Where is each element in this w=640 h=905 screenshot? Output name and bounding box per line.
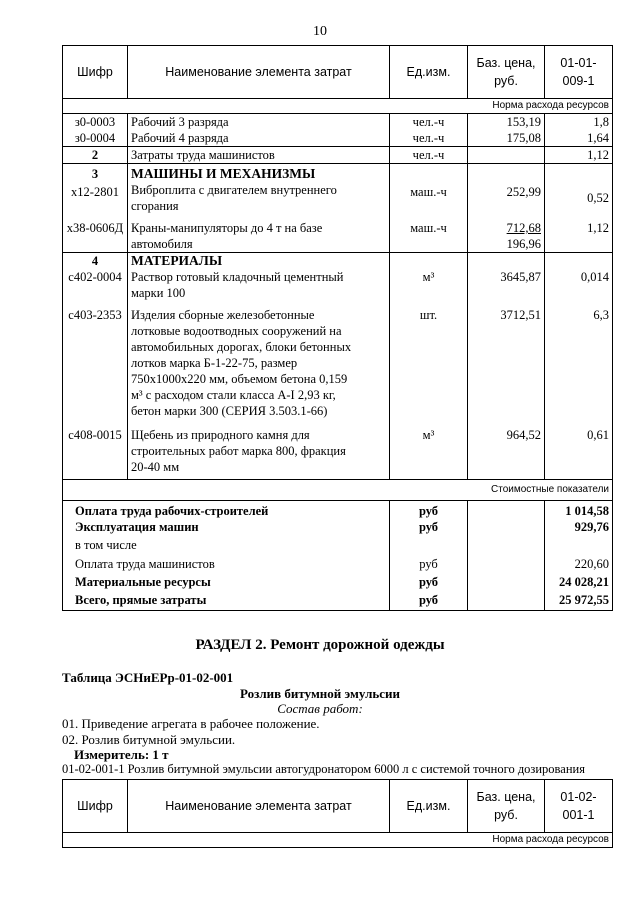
row-name: Затраты труда машинистов (128, 147, 390, 164)
row-code: х12-2801 (63, 182, 128, 214)
name-line: автомобильных дорогах, блоки бетонных (131, 340, 352, 354)
total-row (63, 501, 613, 520)
item-description: 01-02-001-1 Розлив битумной эмульсии автогудронатором 6000 л с системой точного дозирования (62, 762, 585, 776)
name-line: Краны-манипуляторы до 4 т на базе (131, 221, 323, 235)
price-underlined: 712,68 (506, 221, 541, 235)
row-code: с403-2353 (63, 301, 128, 419)
name-line: 750х1000х220 мм, объемом бетона 0,159 (131, 372, 348, 386)
header-code: Шифр (63, 780, 128, 833)
total-unit: руб (390, 553, 468, 572)
row-name (128, 182, 390, 214)
row-unit: м³ (390, 269, 468, 301)
row-value: 1,12 (545, 214, 613, 253)
row-unit: маш.-ч (390, 214, 468, 253)
total-label: Всего, прямые затраты (63, 590, 390, 611)
name-line: марки 100 (131, 286, 186, 300)
row-unit: чел.-ч (390, 147, 468, 164)
total-label: в том числе (63, 535, 390, 553)
header-price-line2: руб. (494, 74, 518, 88)
total-value: 1 014,58 (545, 501, 613, 520)
section-row (63, 164, 613, 183)
total-unit: руб (390, 572, 468, 590)
name-line: лотков марка Б-1-22-75, размер (131, 356, 298, 370)
section-heading: РАЗДЕЛ 2. Ремонт дорожной одежды (195, 637, 445, 653)
row-price (468, 147, 545, 164)
name-line: сгорания (131, 199, 179, 213)
section-code: 2 (63, 147, 128, 164)
total-unit: руб (390, 501, 468, 520)
name-line: 20-40 мм (131, 460, 180, 474)
subheader-norm: Норма расхода ресурсов (63, 833, 613, 848)
row-price: 252,99 (468, 182, 545, 214)
table-label: Таблица ЭСНиЕРр-01-02-001 (62, 670, 234, 685)
row-price: 3712,51 (468, 301, 545, 419)
row-price: 3645,87 (468, 269, 545, 301)
work-step: 02. Розлив битумной эмульсии. (62, 732, 236, 747)
row-unit: чел.-ч (390, 114, 468, 131)
row-price: 153,19 (468, 114, 545, 131)
row-unit: м³ (390, 419, 468, 480)
work-step: 01. Приведение агрегата в рабочее положение. (62, 716, 320, 731)
row-value: 6,3 (545, 301, 613, 419)
header-price-line1: Баз. цена, (476, 790, 536, 804)
row-name (128, 301, 390, 419)
table-row (63, 147, 613, 164)
table-row (63, 182, 613, 214)
row-value: 0,61 (545, 419, 613, 480)
resource-table-2 (62, 779, 613, 848)
header-ref: 01-02-001-1 (545, 780, 613, 833)
section-title: МАШИНЫ И МЕХАНИЗМЫ (128, 164, 390, 183)
page-number: 10 (313, 24, 327, 39)
resource-table (62, 45, 613, 611)
total-unit: руб (390, 590, 468, 611)
header-name: Наименование элемента затрат (128, 780, 390, 833)
subheader-row (63, 833, 613, 848)
cost-header-row (63, 480, 613, 501)
cost-header: Стоимостные показатели (63, 480, 613, 501)
row-value: 1,8 (545, 114, 613, 131)
total-row (63, 553, 613, 572)
header-code: Шифр (63, 46, 128, 99)
row-code: х38-0606Д (63, 214, 128, 253)
row-price: 175,08 (468, 130, 545, 147)
row-value: 1,12 (545, 147, 613, 164)
total-row (63, 535, 613, 553)
row-name (128, 214, 390, 253)
row-code: с402-0004 (63, 269, 128, 301)
table-header-row (63, 780, 613, 833)
row-price: 964,52 (468, 419, 545, 480)
name-line: лотковые водоотводных сооружений на (131, 324, 342, 338)
header-name: Наименование элемента затрат (128, 46, 390, 99)
row-value: 0,52 (545, 182, 613, 214)
price-secondary: 196,96 (506, 237, 541, 251)
row-code: з0-0004 (63, 130, 128, 147)
header-price-line1: Баз. цена, (476, 56, 536, 70)
total-value: 220,60 (545, 553, 613, 572)
header-price (468, 780, 545, 833)
header-ref: 01-01-009-1 (545, 46, 613, 99)
section-code: 3 (63, 164, 128, 183)
total-row (63, 572, 613, 590)
name-line: Изделия сборные железобетонные (131, 308, 315, 322)
row-code: с408-0015 (63, 419, 128, 480)
section-title: МАТЕРИАЛЫ (128, 253, 390, 270)
table-row (63, 269, 613, 301)
row-price (468, 214, 545, 253)
measure-unit: Измеритель: 1 т (74, 747, 169, 762)
header-unit: Ед.изм. (390, 780, 468, 833)
row-unit: шт. (390, 301, 468, 419)
subheader-norm: Норма расхода ресурсов (63, 99, 613, 114)
subheader-row (63, 99, 613, 114)
table-row (63, 130, 613, 147)
name-line: автомобиля (131, 237, 193, 251)
section-code: 4 (63, 253, 128, 270)
table-row (63, 301, 613, 419)
total-unit: руб (390, 519, 468, 535)
table-row (63, 214, 613, 253)
header-price (468, 46, 545, 99)
header-price-line2: руб. (494, 808, 518, 822)
row-unit: маш.-ч (390, 182, 468, 214)
name-line: м³ с расходом стали класса А-I 2,93 кг, (131, 388, 336, 402)
row-name: Рабочий 4 разряда (128, 130, 390, 147)
table-row (63, 419, 613, 480)
total-value: 24 028,21 (545, 572, 613, 590)
table-header-row (63, 46, 613, 99)
total-label: Эксплуатация машин (63, 519, 390, 535)
name-line: Щебень из природного камня для (131, 428, 310, 442)
table-row (63, 114, 613, 131)
header-unit: Ед.изм. (390, 46, 468, 99)
row-value: 0,014 (545, 269, 613, 301)
table-name: Розлив битумной эмульсии (240, 686, 400, 701)
total-value: 25 972,55 (545, 590, 613, 611)
total-label: Оплата труда машинистов (63, 553, 390, 572)
row-name (128, 419, 390, 480)
row-unit: чел.-ч (390, 130, 468, 147)
name-line: строительных работ марка 800, фракция (131, 444, 346, 458)
total-row (63, 519, 613, 535)
row-name: Рабочий 3 разряда (128, 114, 390, 131)
total-label: Материальные ресурсы (63, 572, 390, 590)
row-value: 1,64 (545, 130, 613, 147)
name-line: бетон марки 300 (СЕРИЯ 3.503.1-66) (131, 404, 328, 418)
name-line: Раствор готовый кладочный цементный (131, 270, 344, 284)
total-row (63, 590, 613, 611)
total-unit (390, 535, 468, 553)
row-name (128, 269, 390, 301)
total-label: Оплата труда рабочих-строителей (63, 501, 390, 520)
total-value: 929,76 (545, 519, 613, 535)
row-code: з0-0003 (63, 114, 128, 131)
composition-label: Состав работ: (277, 701, 363, 716)
section-row (63, 253, 613, 270)
total-value (545, 535, 613, 553)
name-line: Виброплита с двигателем внутреннего (131, 183, 337, 197)
